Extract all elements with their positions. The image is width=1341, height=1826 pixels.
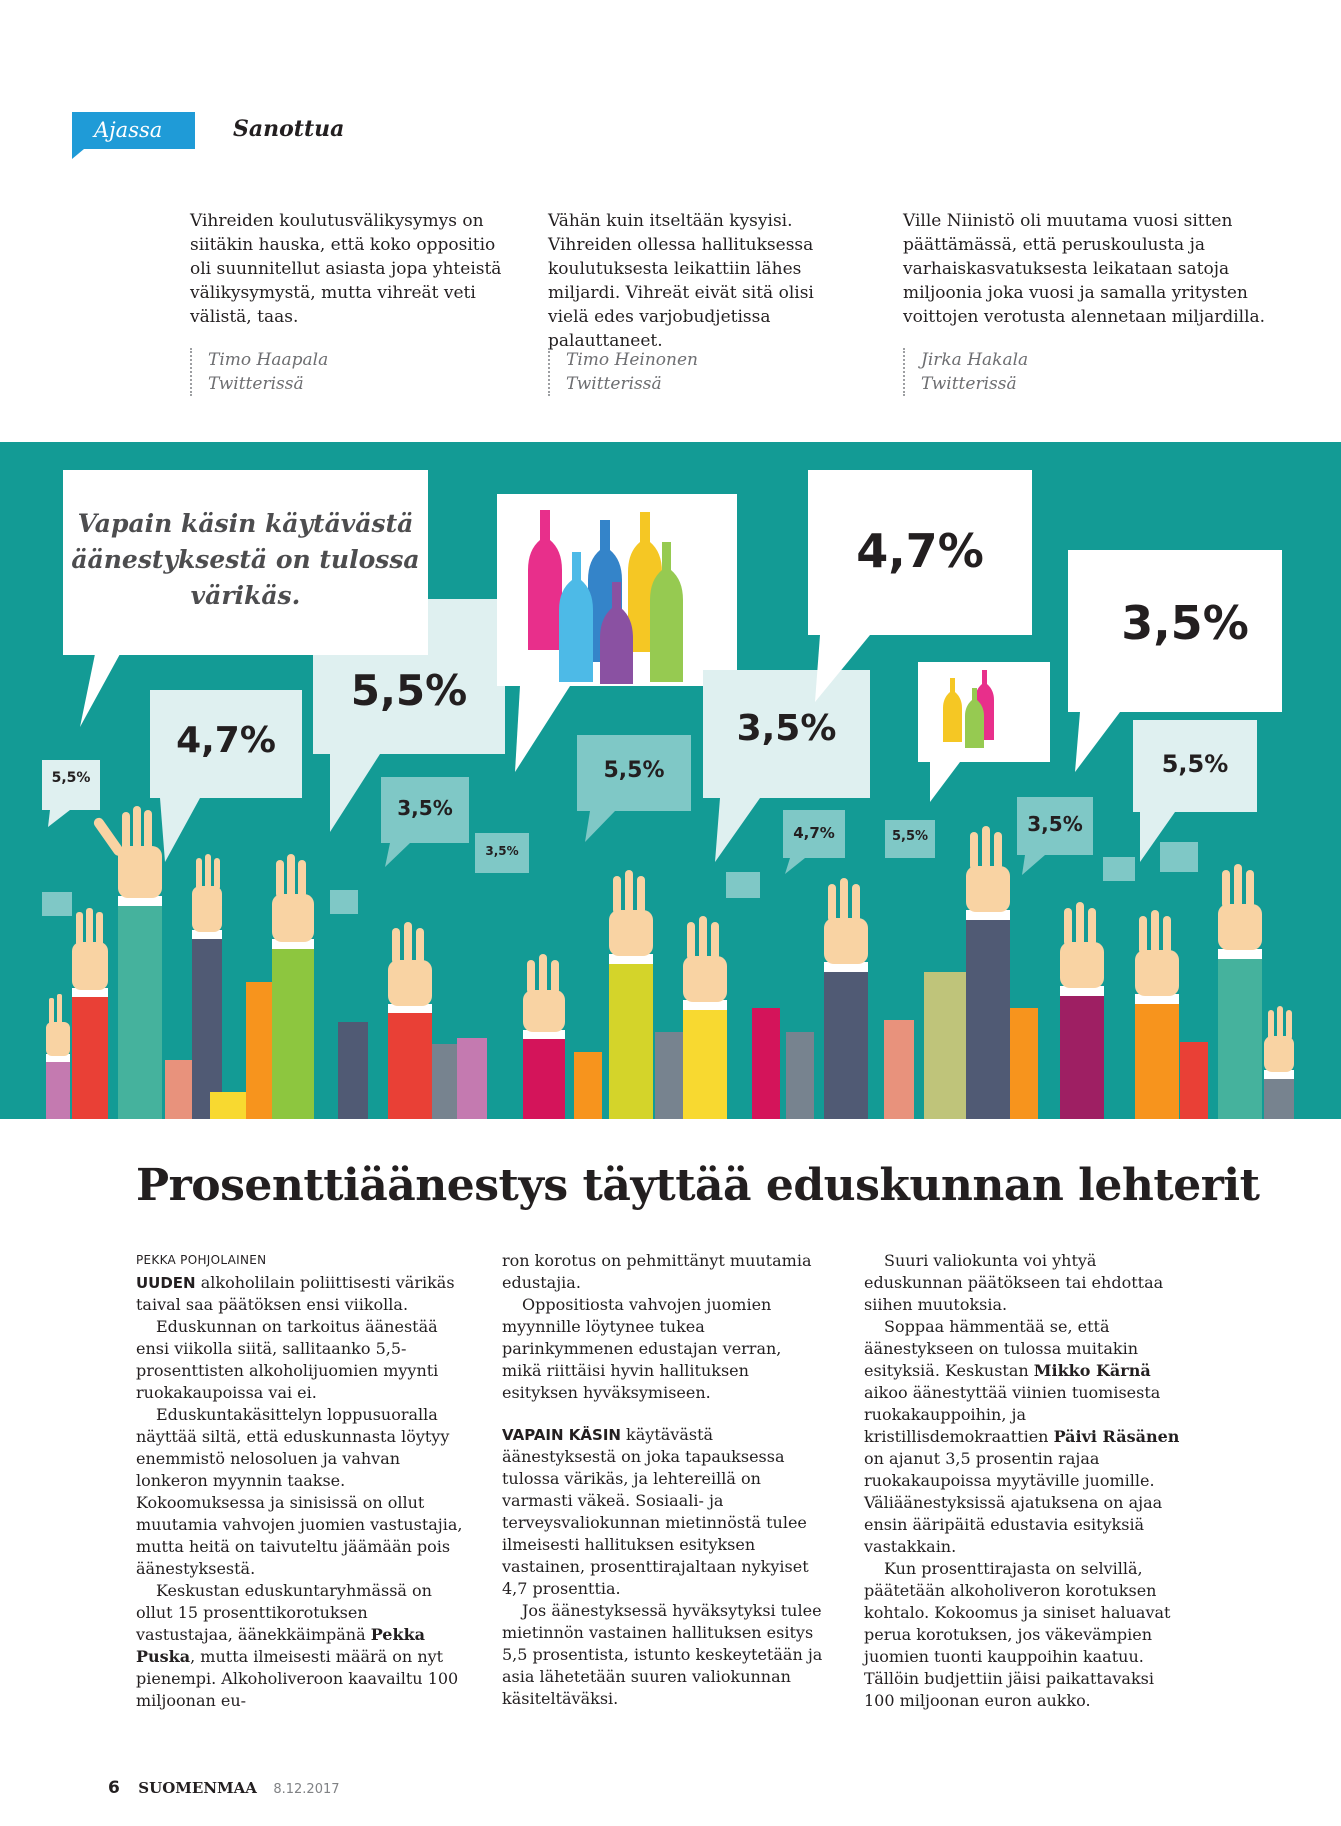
- publication-name: SUOMENMAA: [138, 1779, 257, 1797]
- quote-3-source: Twitterissä: [921, 374, 1017, 394]
- voting-illustration: [0, 442, 1341, 1119]
- article-column-3: [864, 1250, 1188, 1712]
- bubble-label: 5,5%: [891, 829, 929, 844]
- paragraph: Keskustan eduskuntaryhmässä on ollut 15 prosenttikorotuksen vastustajaa, äänekkäimpänä Pekka Puska, mutta ilmeisesti määrä on nyt pienempi. Alkoholiveroon kaavailtu 100 miljoonan eu-: [136, 1581, 459, 1710]
- bubble-label: 4,7%: [176, 720, 276, 761]
- section-tab: Ajassa: [72, 112, 195, 149]
- bubble-label: 4,7%: [793, 824, 835, 842]
- section-title: Sanottua: [233, 116, 345, 142]
- person-name: Pekka Puska: [136, 1625, 426, 1666]
- issue-date: 8.12.2017: [273, 1782, 340, 1797]
- bubble-label: 3,5%: [397, 796, 453, 820]
- page-footer: [108, 1778, 340, 1798]
- paragraph: Kun prosenttirajasta on selvillä, päätetään alkoholiveron korotuksen kohtalo. Kokoomus ja siniset haluavat perua korotuksen, jos väkevämpien juomien tuonti kauppoihin kaatuu. Tällöin budjettiin jäisi paikattavaksi 100 miljoonan euron aukko.: [864, 1559, 1171, 1710]
- bubble-label: 3,5%: [1121, 596, 1249, 650]
- quote-1-text: Vihreiden koulutusvälikysymys on siitäkin hauska, että koko oppositio oli suunnitellut asiasta jopa yhteistä välikysymystä, mutta vihreät veti välistä, taas.: [190, 211, 502, 327]
- quote-3-attribution: [903, 348, 1028, 396]
- main-speech-bubble: Vapain käsin käytävästä äänestyksestä on tulossa värikäs.: [63, 470, 428, 655]
- quote-3-text: Ville Niinistö oli muutama vuosi sitten päättämässä, että peruskoulusta ja varhaiskasvatuksesta leikataan satoja miljoonia joka vuosi ja samalla yritysten voittojen verotusta alennetaan miljardilla.: [903, 211, 1266, 327]
- quote-2-author: Timo Heinonen: [566, 350, 698, 370]
- paragraph: Eduskunnan on tarkoitus äänestää ensi viikolla siitä, sallitaanko 5,5-prosenttisten alkoholijuomien myynti ruokakaupoissa vai ei.: [136, 1317, 439, 1402]
- person-name: Mikko Kärnä: [1033, 1361, 1151, 1380]
- article-byline: PEKKA POHJOLAINEN: [136, 1253, 267, 1267]
- article-column-1: [136, 1272, 464, 1712]
- article-column-2: [502, 1250, 824, 1710]
- quote-3-author: Jirka Hakala: [921, 350, 1029, 370]
- quote-2-attribution: [548, 348, 698, 396]
- bubble-label: 5,5%: [350, 666, 468, 715]
- paragraph: ron korotus on pehmittänyt muutamia edustajia.: [502, 1251, 812, 1292]
- lead-word: VAPAIN KÄSIN: [502, 1426, 621, 1444]
- bubble-label: 5,5%: [603, 758, 665, 783]
- bubble-label: 3,5%: [485, 844, 519, 858]
- paragraph: Oppositiosta vahvojen juomien myynnille löytynee tukea parinkymmenen edustajan verran, mikä riittäisi hyvin hallituksen esityksen hyväksymiseen.: [502, 1295, 782, 1402]
- quote-1-source: Twitterissä: [208, 374, 304, 394]
- quote-2-source: Twitterissä: [566, 374, 662, 394]
- quote-2-text: Vähän kuin itseltään kysyisi. Vihreiden ollessa hallituksessa koulutuksesta leikattiin lähes miljardi. Vihreät eivät sitä olisi vielä edes varjobudjetissa palauttaneet.: [548, 211, 814, 351]
- quote-1-attribution: [190, 348, 328, 396]
- page-number: 6: [108, 1778, 120, 1798]
- bubble-label: 5,5%: [1161, 750, 1229, 778]
- bubble-label: 3,5%: [1027, 812, 1083, 836]
- paragraph: Eduskuntakäsittelyn loppusuoralla näyttää siltä, että eduskunnasta löytyy enemmistö nelosoluen ja vahvan lonkeron myynnin taakse. Kokoomuksessa ja sinisissä on ollut muutamia vahvojen juomien vastustajia, mutta heitä on taivuteltu jäämään pois äänestyksestä.: [136, 1405, 463, 1578]
- bubble-label: 5,5%: [51, 770, 91, 786]
- bubble-label: 4,7%: [856, 524, 984, 578]
- article-headline: Prosenttiäänestys täyttää eduskunnan lehterit: [136, 1160, 1260, 1211]
- bubble-label: 3,5%: [736, 708, 837, 749]
- paragraph: UUDEN alkoholilain poliittisesti värikäs taival saa päätöksen ensi viikolla.: [136, 1273, 455, 1314]
- lead-word: UUDEN: [136, 1274, 196, 1292]
- paragraph: VAPAIN KÄSIN käytävästä äänestyksestä on joka tapauksessa tulossa värikäs, ja lehtereillä on varmasti väkeä. Sosiaali- ja terveysvaliokunnan mietinnöstä tulee ilmeisesti hallituksen esityksen vastainen, prosenttirajaltaan nykyiset 4,7 prosenttia.: [502, 1425, 809, 1598]
- person-name: Päivi Räsänen: [1053, 1427, 1180, 1446]
- paragraph: Suuri valiokunta voi yhtyä eduskunnan päätökseen tai ehdottaa siihen muutoksia.: [864, 1251, 1164, 1314]
- paragraph: Jos äänestyksessä hyväksytyksi tulee mietinnön vastainen hallituksen esitys 5,5 prosentista, istunto keskeytetään ja asia lähetetään suuren valiokunnan käsiteltäväksi.: [502, 1601, 823, 1708]
- quote-1-author: Timo Haapala: [208, 350, 329, 370]
- paragraph: Soppaa hämmentää se, että äänestykseen on tulossa muitakin esityksiä. Keskustan Mikko Kärnä aikoo äänestyttää viinien tuomisesta ruokakauppoihin, ja kristillisdemokraattien Päivi Räsänen on ajanut 3,5 prosentin rajaa ruokakaupoissa myytäville juomille. Väliäänestyksissä ajatuksena on ajaa ensin ääripäitä edustavia esityksiä vastakkain.: [864, 1317, 1180, 1556]
